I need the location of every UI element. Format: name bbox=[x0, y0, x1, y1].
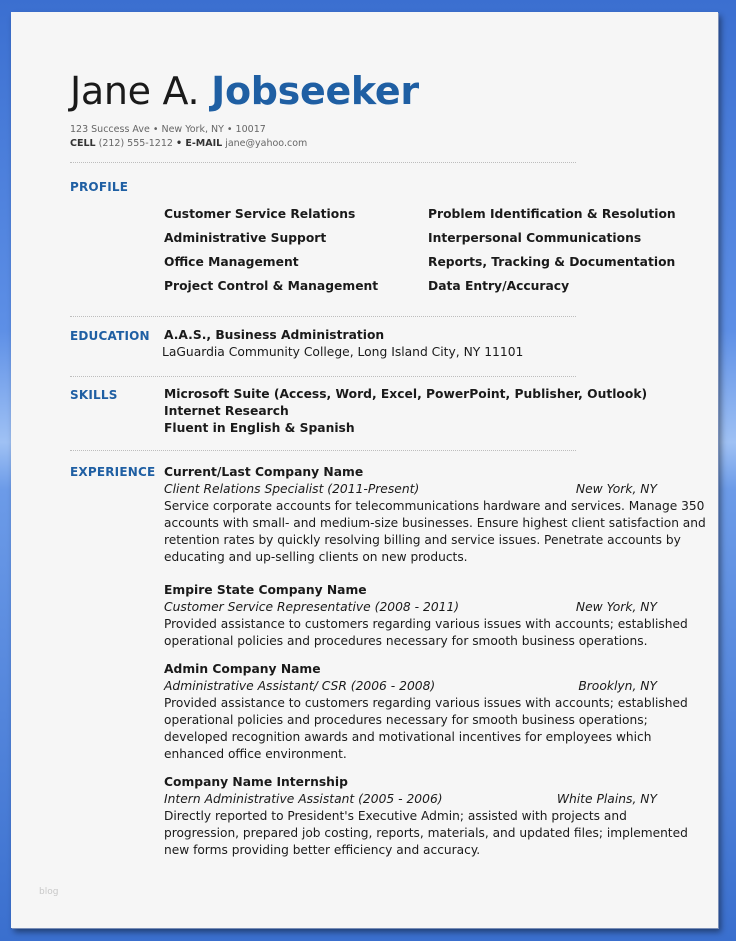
job-description bbox=[164, 498, 706, 566]
first-name: Jane A. bbox=[70, 69, 200, 113]
job-title bbox=[164, 679, 657, 693]
job-description-line: Provided assistance to customers regarding various issues with accounts; established bbox=[164, 696, 688, 710]
education-school: LaGuardia Community College, Long Island City, NY 11101 bbox=[162, 345, 524, 359]
profile-item: Project Control & Management bbox=[164, 279, 379, 293]
skill-item: Microsoft Suite (Access, Word, Excel, PowerPoint, Publisher, Outlook) bbox=[164, 387, 648, 401]
profile-heading: PROFILE bbox=[70, 180, 129, 194]
profile-item: Interpersonal Communications bbox=[428, 231, 642, 245]
email-address: jane@yahoo.com bbox=[225, 138, 308, 149]
job-description-line: enhanced office environment. bbox=[164, 747, 347, 761]
profile-item: Reports, Tracking & Documentation bbox=[428, 255, 676, 269]
education-degree: A.A.S., Business Administration bbox=[164, 328, 385, 342]
job-title-text: Intern Administrative Assistant (2005 - 2006) bbox=[164, 792, 443, 806]
skills-heading: SKILLS bbox=[70, 388, 118, 402]
profile-item: Office Management bbox=[164, 255, 299, 269]
job-description bbox=[164, 616, 688, 650]
watermark-text: blog bbox=[39, 887, 59, 897]
job-description-line: operational policies and procedures necessary for smooth business operations. bbox=[164, 634, 648, 648]
job-company: Company Name Internship bbox=[164, 775, 348, 789]
address-line: 123 Success Ave • New York, NY • 10017 bbox=[70, 124, 266, 135]
job-location: Brooklyn, NY bbox=[578, 679, 657, 693]
job-title bbox=[164, 600, 657, 614]
job-location: New York, NY bbox=[575, 600, 657, 614]
cell-number: (212) 555-1212 bbox=[98, 138, 173, 149]
job-description-line: Provided assistance to customers regarding various issues with accounts; established bbox=[164, 617, 688, 631]
email-label: • E-MAIL bbox=[175, 138, 223, 149]
job-title-text: Administrative Assistant/ CSR (2006 - 2008) bbox=[164, 679, 436, 693]
job-description-line: operational policies and procedures necessary for smooth business operations; bbox=[164, 713, 648, 727]
skill-item: Internet Research bbox=[164, 404, 289, 418]
job-company: Admin Company Name bbox=[164, 662, 321, 676]
job-description bbox=[164, 808, 688, 859]
job-title-text: Client Relations Specialist (2011-Present) bbox=[164, 482, 420, 496]
job-description bbox=[164, 695, 688, 763]
experience-heading: EXPERIENCE bbox=[70, 465, 156, 479]
cell-label: CELL bbox=[70, 138, 96, 149]
job-description-line: educating and up-selling clients on new products. bbox=[164, 550, 468, 564]
job-title-text: Customer Service Representative (2008 - 2011) bbox=[164, 600, 460, 614]
skill-item: Fluent in English & Spanish bbox=[164, 421, 355, 435]
job-location: New York, NY bbox=[575, 482, 657, 496]
job-location: White Plains, NY bbox=[556, 792, 657, 806]
profile-item: Problem Identification & Resolution bbox=[428, 207, 676, 221]
candidate-name bbox=[70, 69, 419, 113]
contact-line bbox=[70, 138, 307, 149]
job-company: Current/Last Company Name bbox=[164, 465, 364, 479]
profile-item: Data Entry/Accuracy bbox=[428, 279, 570, 293]
resume-page bbox=[11, 12, 718, 928]
job-description-line: progression, prepared job costing, reports, materials, and updated files; implemented bbox=[164, 826, 688, 840]
job-description-line: developed recognition awards and motivational incentives for employees which bbox=[164, 730, 652, 744]
job-description-line: new forms providing better efficiency and accuracy. bbox=[164, 843, 481, 857]
job-description-line: retention rates by quickly resolving billing and service issues. Penetrate accounts by bbox=[164, 533, 681, 547]
last-name: Jobseeker bbox=[211, 69, 419, 113]
job-company: Empire State Company Name bbox=[164, 583, 367, 597]
profile-item: Customer Service Relations bbox=[164, 207, 356, 221]
job-title bbox=[164, 792, 657, 806]
job-description-line: accounts with small- and medium-size businesses. Ensure highest client satisfaction and bbox=[164, 516, 706, 530]
profile-item: Administrative Support bbox=[164, 231, 327, 245]
divider bbox=[70, 162, 576, 163]
divider bbox=[70, 450, 576, 451]
divider bbox=[70, 316, 576, 317]
education-heading: EDUCATION bbox=[70, 329, 150, 343]
job-title bbox=[164, 482, 657, 496]
job-description-line: Directly reported to President's Executive Admin; assisted with projects and bbox=[164, 809, 627, 823]
divider bbox=[70, 376, 576, 377]
job-description-line: Service corporate accounts for telecommunications hardware and services. Manage 350 bbox=[164, 499, 705, 513]
